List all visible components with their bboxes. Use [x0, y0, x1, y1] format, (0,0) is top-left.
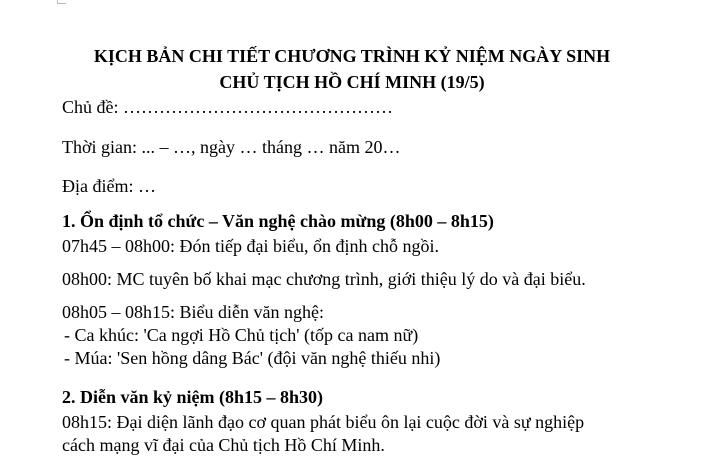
section-1-bullet-1: - Ca khúc: 'Ca ngợi Hồ Chủ tịch' (tốp ca nam nữ)	[64, 325, 419, 345]
document-title-line-1: KỊCH BẢN CHI TIẾT CHƯƠNG TRÌNH KỶ NIỆM NGÀY SINH	[93, 46, 611, 66]
section-1-item-1: 07h45 – 08h00: Đón tiếp đại biểu, ổn định chỗ ngồi.	[62, 236, 439, 256]
section-2-heading: 2. Diễn văn kỷ niệm (8h15 – 8h30)	[62, 387, 324, 407]
location-field: Địa điểm: …	[62, 176, 156, 196]
section-1-heading: 1. Ổn định tổ chức – Văn nghệ chào mừng (8h00 – 8h15)	[62, 211, 494, 231]
time-field: Thời gian: ... – …, ngày … tháng … năm 20…	[62, 137, 401, 157]
section-2-item-1-line-1: 08h15: Đại diện lãnh đạo cơ quan phát biểu ôn lại cuộc đời và sự nghiệp	[62, 412, 585, 432]
page-corner-mark	[57, 0, 66, 4]
section-2-item-1-line-2: cách mạng vĩ đại của Chủ tịch Hồ Chí Minh.	[62, 435, 385, 455]
topic-field: Chủ đề: ………………………………………	[62, 97, 393, 117]
document-title-line-2: CHỦ TỊCH HỒ CHÍ MINH (19/5)	[219, 72, 485, 92]
section-1-item-2: 08h00: MC tuyên bố khai mạc chương trình, giới thiệu lý do và đại biểu.	[62, 269, 586, 289]
section-1-bullet-2: - Múa: 'Sen hồng dâng Bác' (đội văn nghệ thiếu nhi)	[64, 348, 441, 368]
section-1-item-3: 08h05 – 08h15: Biểu diễn văn nghệ:	[62, 302, 324, 322]
